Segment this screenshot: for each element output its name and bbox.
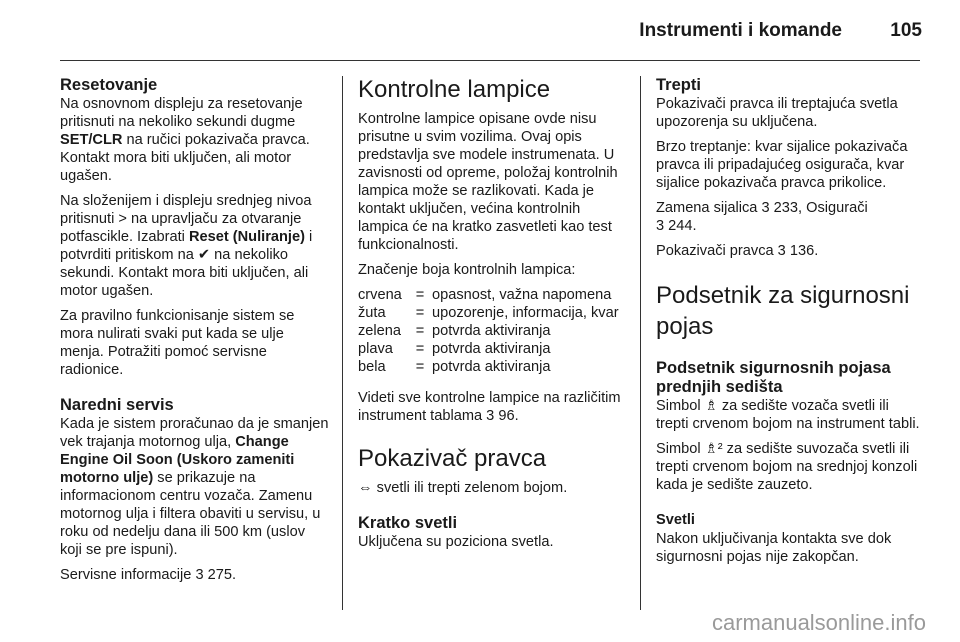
header-title: Instrumenti i komande <box>639 20 842 41</box>
oil-message-label: Change Engine Oil Soon (Uskoro zameniti motorno ulje) <box>60 434 295 486</box>
section-title-short-lit: Kratko svetli <box>358 514 458 532</box>
paragraph: Na složenijem i displeju srednjeg nivoa pritisnuti > na upravljaču za otvaranje potfascikle. Izabrati Reset (Nuliranje) i potvrditi pritiskom na ✔ na nekoliko sekundi. Kontakt mora biti uključen, ali motor ugašen. <box>60 193 313 299</box>
table-row: crvena = opasnost, važna napomena <box>358 287 612 303</box>
page-header <box>0 0 960 62</box>
paragraph: Na osnovnom displeju za resetovanje pritisnuti na nekoliko sekundi dugme SET/CLR na ručici pokazivača pravca. Kontakt mora biti uključen, ali motor ugašen. <box>60 96 310 184</box>
paragraph: ⇔ svetli ili trepti zelenom bojom. <box>358 480 568 496</box>
paragraph: Značenje boja kontrolnih lampica: <box>358 262 576 278</box>
section-title-control-lamps: Kontrolne lampice <box>358 76 551 103</box>
paragraph: Servisne informacije 3 275. <box>60 567 237 583</box>
reference-arrow-icon: 3 <box>656 218 665 234</box>
paragraph: Za pravilno funkcionisanje sistem se mora nulirati svaki put kada se ulje menja. Potražiti pomoć servisne radionice. <box>60 308 295 378</box>
chevron-right-icon: > <box>118 211 127 227</box>
passenger-seatbelt-icon: ♗² <box>704 441 723 457</box>
reference-arrow-icon: 3 <box>195 567 204 583</box>
watermark: carmanualsonline.info <box>711 610 926 635</box>
seatbelt-icon: ♗ <box>704 398 718 414</box>
paragraph: Uključena su poziciona svetla. <box>358 534 554 550</box>
turn-signal-icon: ⇔ <box>358 480 373 496</box>
paragraph: Videti sve kontrolne lampice na različitim instrument tablama 3 96. <box>358 390 621 424</box>
column-left <box>60 76 330 591</box>
reset-label: Reset (Nuliranje) <box>188 229 305 245</box>
set-clr-label: SET/CLR <box>60 132 123 148</box>
paragraph: Simbol ♗² za sedište suvozača svetli ili trepti crvenom bojom na srednjoj konzoli kada je sedište zauzeto. <box>656 441 918 493</box>
paragraph: Brzo treptanje: kvar sijalice pokazivača pravca ili pripadajućeg osigurača, kvar sijalice pokazivača pravca prikolice. <box>656 139 908 191</box>
header-rule <box>60 60 920 61</box>
column-right <box>656 76 924 573</box>
section-title-front-seatbelt: Podsetnik sigurnosnih pojasa prednjih sedišta <box>656 359 891 396</box>
checkmark-icon: ✔ <box>197 247 211 263</box>
table-row: bela = potvrda aktiviranja <box>358 359 551 375</box>
color-meaning-table <box>358 286 619 376</box>
column-divider <box>342 76 343 610</box>
paragraph: Nakon uključivanja kontakta sve dok sigurnosni pojas nije zakopčan. <box>656 531 892 565</box>
paragraph: Zamena sijalica 3 233, Osigurači 3 244. <box>656 200 868 234</box>
section-title-turn-signal: Pokazivač pravca <box>358 445 547 472</box>
reference-arrow-icon: 3 <box>761 200 770 216</box>
section-title-lights: Svetli <box>656 512 695 528</box>
table-row: zelena = potvrda aktiviranja <box>358 323 551 339</box>
section-title-seatbelt-reminder: Podsetnik za sigurnosni pojas <box>656 282 910 340</box>
section-title-reset: Resetovanje <box>60 76 158 94</box>
column-middle <box>358 76 624 558</box>
column-divider <box>640 76 641 610</box>
table-row: žuta = upozorenje, informacija, kvar <box>358 305 619 321</box>
page-number: 105 <box>890 20 922 41</box>
table-row: plava = potvrda aktiviranja <box>358 341 551 357</box>
reference-arrow-icon: 3 <box>777 243 786 259</box>
paragraph: Kontrolne lampice opisane ovde nisu prisutne u svim vozilima. Ovaj opis predstavlja sve modele instrumenata. U zavisnosti od opreme, položaj kontrolnih lampica može se razlikovati. Kada je kontakt uključen, većina kontrolnih lampica će na kratko zasvetleti kao test funkcionalnosti. <box>358 111 618 253</box>
paragraph: Simbol ♗ za sedište vozača svetli ili trepti crvenom bojom na instrument tabli. <box>656 398 920 432</box>
paragraph: Pokazivači pravca 3 136. <box>656 243 819 259</box>
paragraph: Kada je sistem proračunao da je smanjen vek trajanja motornog ulja, Change Engine Oil Soon (Uskoro zameniti motorno ulje) se prikazuje na informacionom centru vozača. Zamenu motornog ulja i filtera obaviti u servisu, u roku od nedelju dana ili 500 km (uslov koji se pre ispuni). <box>60 416 329 558</box>
reference-arrow-icon: 3 <box>486 408 495 424</box>
section-title-blinks: Trepti <box>656 76 701 94</box>
paragraph: Pokazivači pravca ili treptajuća svetla upozorenja su uključena. <box>656 96 898 130</box>
section-title-next-service: Naredni servis <box>60 396 174 414</box>
